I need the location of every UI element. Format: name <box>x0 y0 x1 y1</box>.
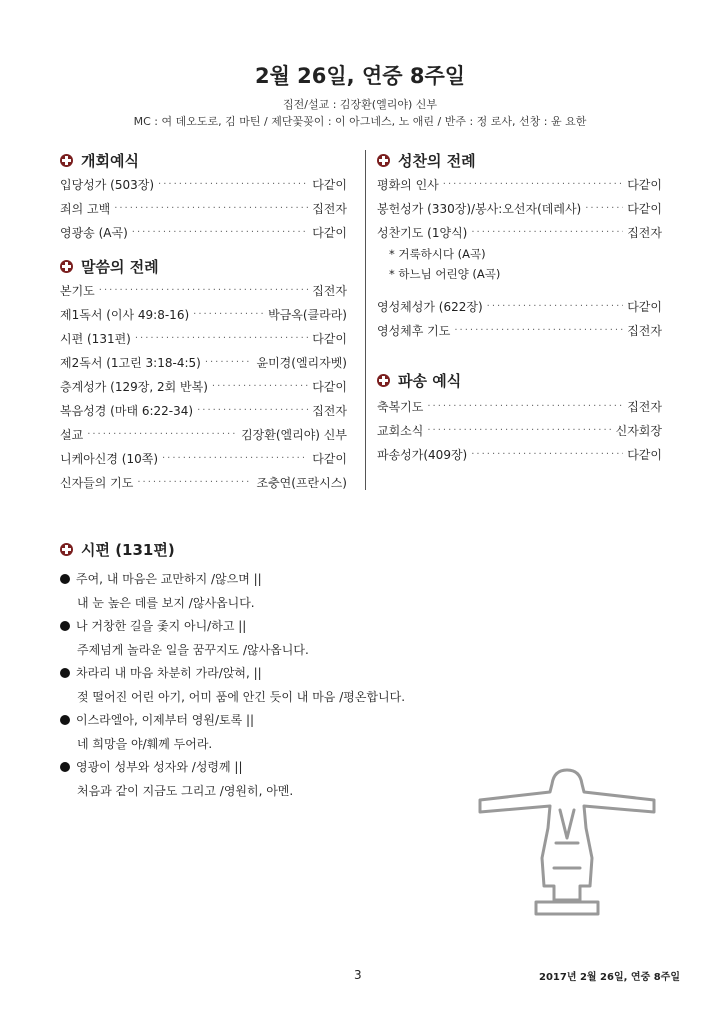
row-performer: 집전자 <box>312 403 347 418</box>
program-row <box>377 318 662 342</box>
program-row <box>60 446 347 470</box>
row-performer: 집전자 <box>627 323 662 338</box>
program-row <box>377 220 662 244</box>
program-row <box>60 278 347 302</box>
section-opening-rites: 개회예식 <box>60 148 347 172</box>
psalm-verse <box>60 617 246 634</box>
psalm-line-text: 영광이 성부와 성자와 /성령께 || <box>76 760 243 774</box>
program-row <box>60 350 347 374</box>
note-sanctus: * 거룩하시다 (A곡) <box>389 247 486 261</box>
row-item: 층계성가 (129장, 2회 반복) <box>60 379 208 394</box>
row-performer: 다같이 <box>627 201 662 216</box>
row-item: 파송성가(409장) <box>377 447 468 462</box>
eucharist-list-a <box>377 172 662 244</box>
ministers-line: MC : 여 데오도로, 김 마틴 / 제단꽃꽂이 : 이 아그네스, 노 애린 / 반주 : 정 로사, 선창 : 윤 요한 <box>133 115 587 128</box>
row-item: 시편 (131편) <box>60 331 131 346</box>
psalm-response <box>77 735 212 752</box>
program-row <box>60 196 347 220</box>
section-eucharist: 성찬의 전례 <box>377 148 662 172</box>
bullet-icon <box>60 715 70 725</box>
bullet-icon <box>60 621 70 631</box>
program-row <box>60 172 347 196</box>
opening-rites-list <box>60 172 347 244</box>
row-performer: 집전자 <box>312 201 347 216</box>
row-performer: 다같이 <box>627 299 662 314</box>
dismissal-list <box>377 394 662 466</box>
cross-icon <box>377 374 390 387</box>
row-item: 봉헌성가 (330장)/봉사:오선자(데레사) <box>377 201 582 216</box>
bullet-icon <box>60 668 70 678</box>
leader-dots <box>471 449 623 460</box>
row-performer: 윤미경(엘리자벳) <box>256 355 347 370</box>
leader-dots <box>99 285 308 296</box>
note-agnus-dei: * 하느님 어린양 (A곡) <box>389 267 501 281</box>
leader-dots <box>443 179 623 190</box>
leader-dots <box>197 405 308 416</box>
leader-dots <box>454 325 623 336</box>
program-row <box>377 172 662 196</box>
row-item: 본기도 <box>60 283 95 298</box>
row-item: 신자들의 기도 <box>60 475 134 490</box>
row-performer: 신자회장 <box>615 423 662 438</box>
leader-dots <box>132 227 308 238</box>
leader-dots <box>193 309 264 320</box>
bullet-icon <box>60 574 70 584</box>
row-performer: 다같이 <box>312 225 347 240</box>
left-column <box>60 148 347 494</box>
psalm-response <box>77 641 309 658</box>
leader-dots <box>158 179 308 190</box>
program-row <box>377 196 662 220</box>
leader-dots <box>471 227 623 238</box>
leader-dots <box>162 453 308 464</box>
psalm-line-text: 이스라엘아, 이제부터 영원/토록 || <box>76 713 255 727</box>
leader-dots <box>87 429 237 440</box>
section-psalm: 시편 (131편) <box>60 537 175 561</box>
footer-date: 2017년 2월 26일, 연중 8주일 <box>538 972 680 983</box>
program-row <box>377 418 662 442</box>
cross-icon <box>60 543 73 556</box>
program-row <box>60 422 347 446</box>
program-row <box>377 294 662 318</box>
row-performer: 다같이 <box>627 447 662 462</box>
row-item: 설교 <box>60 427 84 442</box>
cross-icon <box>60 154 73 167</box>
row-performer: 다같이 <box>627 177 662 192</box>
psalm-line-text: 내 눈 높은 데를 보지 /않사옵니다. <box>77 595 255 610</box>
psalm-line-text: 젖 떨어진 어린 아기, 어미 품에 안긴 듯이 내 마음 /평온합니다. <box>77 689 406 704</box>
row-item: 복음성경 (마태 6:22-34) <box>60 403 194 418</box>
right-column <box>377 148 662 466</box>
row-item: 입당성가 (503장) <box>60 177 155 192</box>
row-performer: 김장환(엘리야) 신부 <box>241 427 347 442</box>
row-performer: 다같이 <box>312 331 347 346</box>
column-divider <box>365 150 366 490</box>
row-performer: 박금옥(클라라) <box>268 307 347 322</box>
row-item: 니케아신경 (10쪽) <box>60 451 158 466</box>
section-dismissal: 파송 예식 <box>377 368 662 392</box>
psalm-line-text: 네 희망을 야/훼께 두어라. <box>77 736 213 751</box>
row-performer: 집전자 <box>627 225 662 240</box>
program-row <box>60 326 347 350</box>
leader-dots <box>114 203 308 214</box>
leader-dots <box>427 401 623 412</box>
psalm-line-text: 주제넘게 놀라운 일을 꿈꾸지도 /않사옵니다. <box>77 642 309 657</box>
program-row <box>60 470 347 494</box>
psalm-line-text: 주여, 내 마음은 교만하지 /않으며 || <box>76 572 262 586</box>
row-item: 영광송 (A곡) <box>60 225 128 240</box>
row-performer: 집전자 <box>312 283 347 298</box>
psalm-line-text: 처음과 같이 지금도 그리고 /영원히, 아멘. <box>77 783 294 798</box>
row-performer: 다같이 <box>312 451 347 466</box>
page-number: 3 <box>354 968 362 982</box>
row-performer: 집전자 <box>627 399 662 414</box>
section-liturgy-of-word: 말씀의 전례 <box>60 254 347 278</box>
psalm-verse <box>60 711 254 728</box>
psalm-line-text: 나 거창한 길을 좇지 아니/하고 || <box>76 619 247 633</box>
leader-dots <box>137 477 252 488</box>
bullet-icon <box>60 762 70 772</box>
row-performer: 다같이 <box>312 177 347 192</box>
program-row <box>377 442 662 466</box>
leader-dots <box>427 425 611 436</box>
row-item: 축복기도 <box>377 399 424 414</box>
officiant-line: 집전/설교 : 김장환(엘리야) 신부 <box>283 98 437 111</box>
program-row <box>60 398 347 422</box>
leader-dots <box>205 357 253 368</box>
cross-icon <box>377 154 390 167</box>
row-performer: 다같이 <box>312 379 347 394</box>
christ-statue-illustration <box>472 768 672 918</box>
leader-dots <box>487 301 624 312</box>
leader-dots <box>135 333 308 344</box>
program-row <box>60 220 347 244</box>
row-item: 제1독서 (이사 49:8-16) <box>60 307 190 322</box>
row-item: 성찬기도 (1양식) <box>377 225 468 240</box>
psalm-verse <box>60 664 262 681</box>
psalm-verse <box>60 570 262 587</box>
row-item: 죄의 고백 <box>60 201 111 216</box>
program-row <box>60 302 347 326</box>
psalm-line-text: 차라리 내 마음 차분히 가라/앉혀, || <box>76 666 262 680</box>
program-row <box>377 394 662 418</box>
row-item: 평화의 인사 <box>377 177 439 192</box>
liturgy-of-word-list <box>60 278 347 494</box>
program-row <box>60 374 347 398</box>
row-item: 영성체후 기도 <box>377 323 451 338</box>
leader-dots <box>212 381 308 392</box>
eucharist-list-b <box>377 294 662 342</box>
psalm-response <box>77 688 405 705</box>
row-performer: 조충연(프란시스) <box>256 475 347 490</box>
page-title: 2월 26일, 연중 8주일 <box>254 64 466 88</box>
psalm-verse <box>60 758 243 775</box>
row-item: 제2독서 (1고린 3:18-4:5) <box>60 355 201 370</box>
leader-dots <box>585 203 623 214</box>
cross-icon <box>60 260 73 273</box>
row-item: 영성체성가 (622장) <box>377 299 483 314</box>
psalm-response <box>77 594 255 611</box>
psalm-response <box>77 782 293 799</box>
row-item: 교회소식 <box>377 423 424 438</box>
